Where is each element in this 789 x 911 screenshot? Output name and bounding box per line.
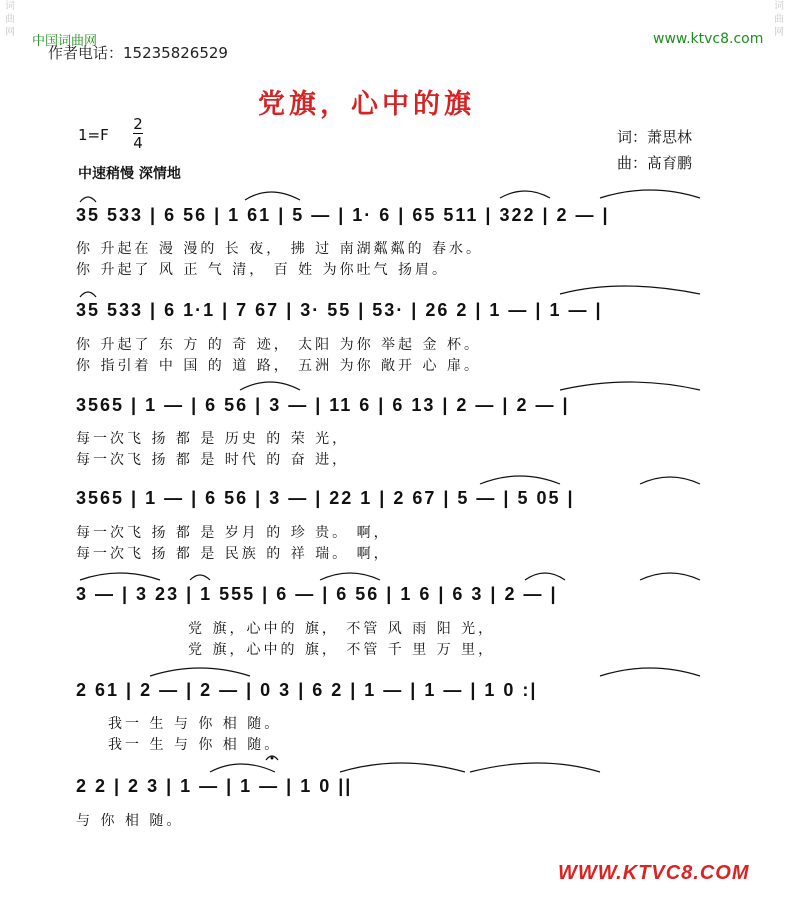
lyric-line-1a: 你 升起在 漫 漫的 长 夜， 拂 过 南湖粼粼的 春水。 (76, 241, 484, 257)
slur (210, 764, 275, 772)
lyric-line-6b: 我一 生 与 你 相 随。 (108, 737, 282, 753)
composer-credit: 曲：髙育鹏 (617, 154, 693, 172)
slur (560, 286, 700, 294)
bottom-logo: WWW.KTVC8.COM (558, 862, 750, 884)
site-name-watermark: 中国词曲网 (32, 34, 98, 49)
score-line-3: 3565 | 1 — | 6 56 | 3 — | 11 6 | 6 13 | 2 — | 2 — | (76, 395, 570, 415)
fermata-dot (271, 757, 274, 760)
slur (560, 382, 700, 390)
slur (80, 292, 96, 297)
lyric-line-6a: 我一 生 与 你 相 随。 (108, 716, 282, 732)
song-title: 党旗，心中的旗 (258, 89, 475, 120)
lyric-line-7: 与 你 相 随。 (76, 813, 184, 829)
score-line-5: 3 — | 3 23 | 1 555 | 6 — | 6 56 | 1 6 | 6 3 | 2 — | (76, 584, 558, 604)
slur (525, 573, 565, 580)
author-phone: 作者电话：15235826529 (48, 44, 228, 62)
left-watermark-text: 词曲网 (5, 1, 15, 38)
slur (500, 191, 550, 198)
time-signature-bottom: 4 (133, 134, 143, 152)
lyric-line-3a: 每一次飞 扬 都 是 历史 的 荣 光， (76, 431, 350, 447)
time-signature-top: 2 (133, 115, 143, 133)
slur (80, 197, 96, 202)
score-line-4: 3565 | 1 — | 6 56 | 3 — | 22 1 | 2 67 | 5 — | 5 05 | (76, 488, 575, 508)
slur (320, 573, 380, 580)
key-signature: 1=F (78, 126, 109, 144)
lyric-line-5b: 党 旗，心中的 旗， 不管 千 里 万 里， (188, 642, 496, 658)
slur (245, 192, 300, 200)
score-line-7: 2 2 | 2 3 | 1 — | 1 — | 1 0 || (76, 776, 353, 796)
slur (150, 668, 250, 676)
lyric-line-2b: 你 指引着 中 国 的 道 路， 五洲 为你 敞开 心 扉。 (76, 358, 481, 374)
lyricist-credit: 词：萧思林 (617, 128, 693, 146)
slur (600, 190, 700, 198)
slur (190, 575, 210, 580)
slur (340, 763, 465, 772)
tempo-marking: 中速稍慢 深情地 (78, 166, 181, 182)
slur (470, 763, 600, 772)
lyric-line-4a: 每一次飞 扬 都 是 岁月 的 珍 贵。 啊， (76, 525, 391, 541)
site-url-watermark: www.ktvc8.com (653, 31, 764, 47)
slur (640, 477, 700, 484)
right-watermark-text: 词曲网 (774, 1, 784, 38)
slur (600, 668, 700, 676)
lyric-line-3b: 每一次飞 扬 都 是 时代 的 奋 进， (76, 452, 350, 468)
lyric-line-2a: 你 升起了 东 方 的 奇 迹， 太阳 为你 举起 金 杯。 (76, 337, 481, 353)
slur (640, 573, 700, 580)
lyric-line-4b: 每一次飞 扬 都 是 民族 的 祥 瑞。 啊， (76, 546, 391, 562)
slur (80, 573, 160, 580)
lyric-line-5a: 党 旗，心中的 旗， 不管 风 雨 阳 光， (188, 621, 496, 637)
lyric-line-1b: 你 升起了 风 正 气 清， 百 姓 为你吐气 扬眉。 (76, 262, 450, 278)
score-line-6: 2 61 | 2 — | 2 — | 0 3 | 6 2 | 1 — | 1 — | 1 0 :| (76, 680, 538, 700)
slur (480, 476, 560, 484)
slur (240, 382, 300, 390)
score-line-2: 35 533 | 6 1·1 | 7 67 | 3· 55 | 53· | 26 2 | 1 — | 1 — | (76, 300, 603, 320)
score-line-1: 35 533 | 6 56 | 1 61 | 5 — | 1· 6 | 65 511 | 322 | 2 — | (76, 205, 610, 225)
